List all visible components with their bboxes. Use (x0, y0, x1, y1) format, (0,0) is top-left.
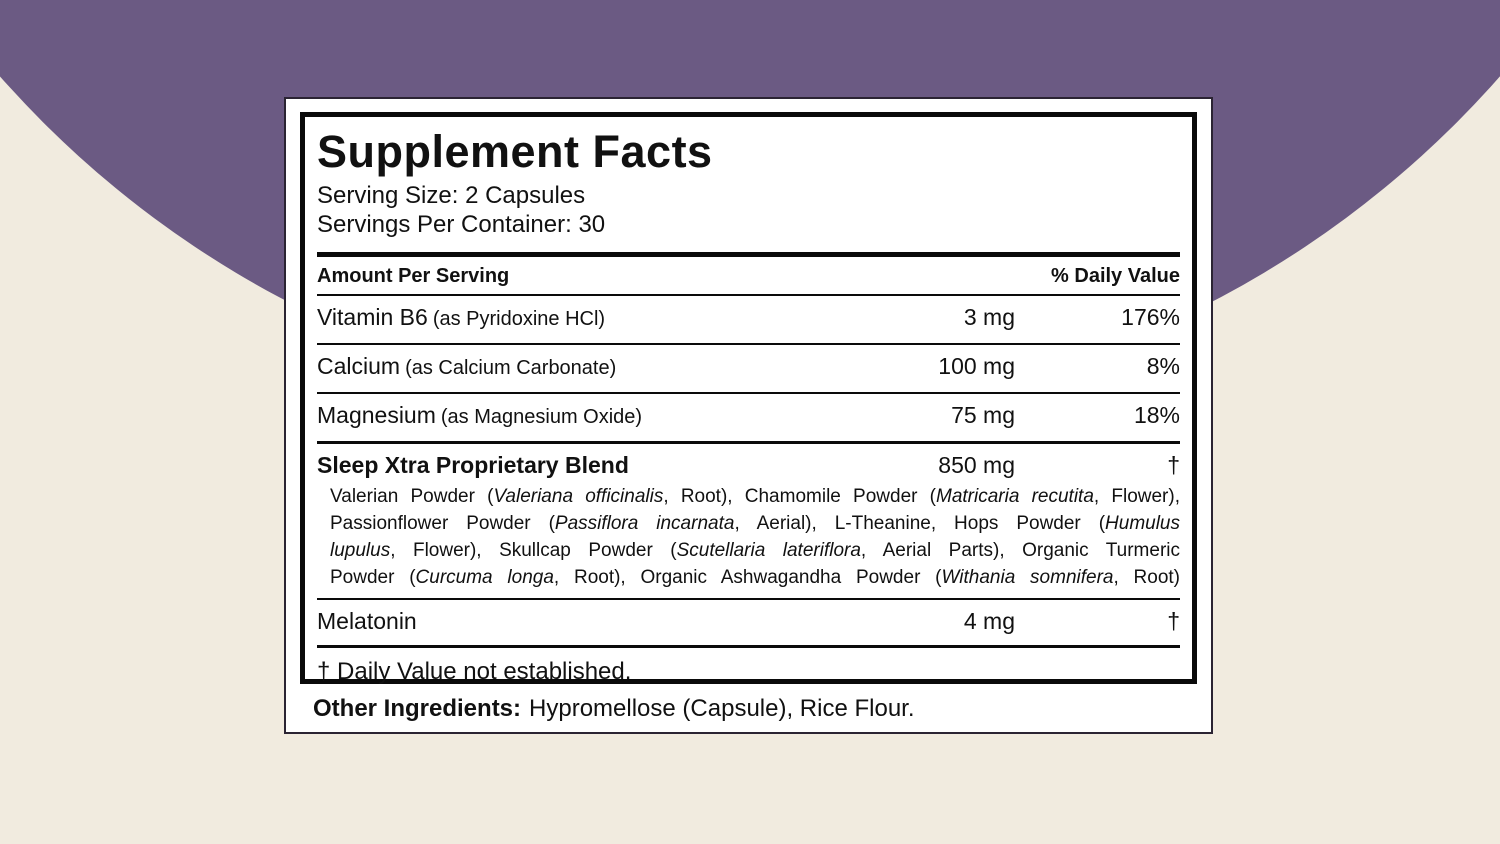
other-ingredients-label: Other Ingredients: (313, 694, 522, 722)
panel-title: Supplement Facts (317, 126, 713, 177)
table-row-melatonin (317, 600, 1180, 645)
nutrient-name: Melatonin (317, 608, 417, 634)
nutrient-amount: 850 mg (938, 452, 1015, 478)
blend-description-line: Powder (Curcuma longa, Root), Organic Ashwagandha Powder (Withania somnifera, Root) (330, 567, 1181, 588)
daily-value-footnote: † Daily Value not established. (317, 658, 632, 685)
table-row-calcium (317, 345, 1180, 392)
nutrient-daily-value: 176% (1121, 304, 1180, 330)
nutrient-amount: 4 mg (963, 608, 1015, 634)
table-row-proprietary-blend (317, 444, 1180, 481)
nutrient-daily-value: † (1167, 608, 1180, 634)
nutrient-amount: 3 mg (963, 304, 1015, 330)
nutrient-daily-value: 8% (1146, 353, 1180, 379)
column-header-row (317, 257, 1180, 294)
table-row-vitamin-b6 (317, 296, 1180, 343)
blend-description-line: Passionflower Powder (Passiflora incarnata, Aerial), L-Theanine, Hops Powder (Humulus (330, 513, 1181, 534)
blend-description-line: lupulus, Flower), Skullcap Powder (Scutellaria lateriflora, Aerial Parts), Organic Turmeric (330, 540, 1180, 561)
table-row-magnesium (317, 394, 1180, 441)
blend-description (317, 481, 1180, 598)
nutrient-note: (as Calcium Carbonate) (405, 357, 617, 379)
nutrient-daily-value: † (1167, 452, 1180, 478)
other-ingredients-text: Hypromellose (Capsule), Rice Flour. (529, 694, 915, 722)
other-ingredients-line (300, 685, 1197, 732)
nutrient-name: Sleep Xtra Proprietary Blend (317, 452, 629, 478)
nutrient-note: (as Magnesium Oxide) (440, 406, 643, 428)
servings-per-container: Servings Per Container: 30 (317, 211, 606, 238)
nutrient-name: Vitamin B6 (317, 304, 428, 330)
nutrient-daily-value: 18% (1133, 402, 1180, 428)
column-header-daily-value: % Daily Value (1051, 265, 1180, 287)
supplement-label-card (284, 97, 1213, 734)
nutrient-name: Calcium (317, 353, 401, 379)
serving-size: Serving Size: 2 Capsules (317, 182, 586, 209)
nutrient-amount: 100 mg (938, 353, 1015, 379)
column-header-amount: Amount Per Serving (317, 265, 510, 287)
nutrient-name: Magnesium (317, 402, 436, 428)
nutrient-amount: 75 mg (951, 402, 1015, 428)
nutrient-note: (as Pyridoxine HCl) (432, 308, 606, 330)
supplement-facts-panel (300, 112, 1197, 684)
blend-description-line: Valerian Powder (Valeriana officinalis, Root), Chamomile Powder (Matricaria recutita, Flower), (330, 486, 1180, 507)
